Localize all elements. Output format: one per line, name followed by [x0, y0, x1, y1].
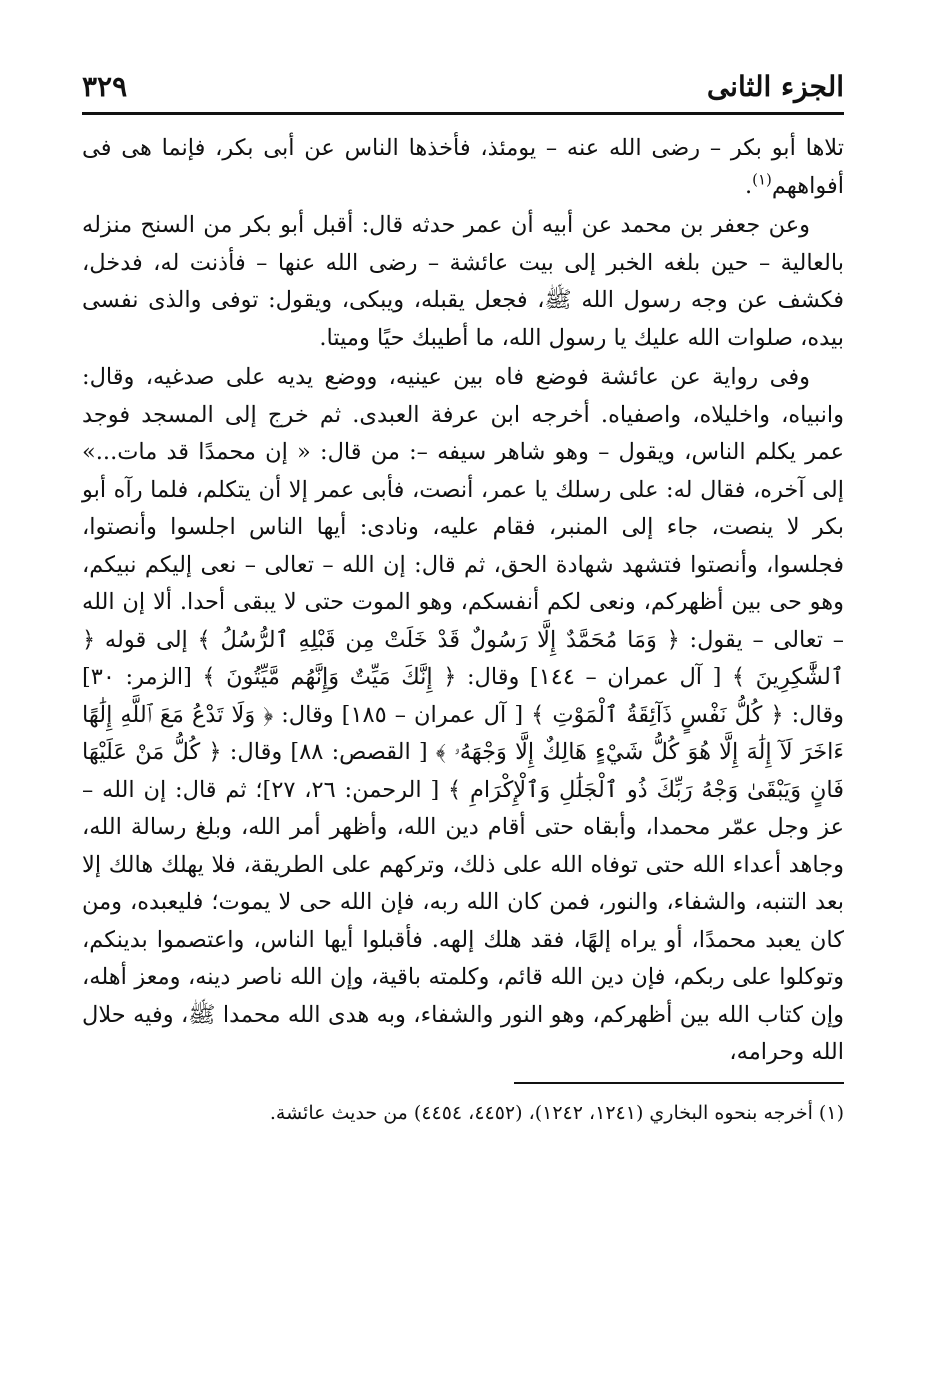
- chapter-title: الجزء الثانى: [706, 70, 844, 103]
- footnote: (١) أخرجه بنحوه البخاري (١٢٤١، ١٢٤٢)، (٤٤٥٢، ٤٤٥٤) من حديث عائشة.: [269, 1101, 844, 1124]
- page-number: ٣٢٩: [82, 70, 128, 103]
- footnote-reference: (١): [752, 170, 772, 188]
- paragraph-3: وفى رواية عن عائشة فوضع فاه بين عينيه، ووضع يديه على صدغيه، وقال: وانبياه، واخليلاه، واصفياه. أخرجه ابن عرفة العبدى. ثم خرج إلى المسجد فوجد عمر يكلم الناس، ويقول – وهو شاهر سيفه –: من قال: « إن محمدًا قد مات...» إلى آخره، فقال له: على رسلك يا عمر، أنصت، فأبى عمر إلا أن يتكلم، فلما رآه أبو بكر لا ينصت، جاء إلى المنبر، فقام عليه، ونادى: أيها الناس اجلسوا وأنصتوا، فجلسوا، وأنصتوا فتشهد شهادة الحق، ثم قال: إن الله – تعالى – نعى إليكم نبيكم، وهو حى بين أظهركم، ونعى لكم أنفسكم، وهو الموت حتى لا يبقى أحدا. ألا إن الله – تعالى – يقول: ﴿ وَمَا مُحَمَّدٌ إِلَّا رَسُولٌ قَدْ خَلَتْ مِن قَبْلِهِ ٱلرُّسُلُ ﴾ إلى قوله ﴿ ٱلشَّٰكِرِينَ ﴾ [ آل عمران – ١٤٤] وقال: ﴿ إِنَّكَ مَيِّتٌ وَإِنَّهُم مَّيِّتُونَ ﴾ [الزمر: ٣٠] وقال: ﴿ كُلُّ نَفْسٍ ذَآئِقَةُ ٱلْمَوْتِ ﴾ [ آل عمران – ١٨٥] وقال: ﴿ وَلَا تَدْعُ مَعَ ٱللَّهِ إِلَٰهًا ءَاخَرَ لَآ إِلَٰهَ إِلَّا هُوَ كُلُّ شَيْءٍ هَالِكٌ إِلَّا وَجْهَهُۥ ﴾ [ القصص: ٨٨] وقال: ﴿ كُلُّ مَنْ عَلَيْهَا فَانٍ وَيَبْقَىٰ وَجْهُ رَبِّكَ ذُو ٱلْجَلَٰلِ وَٱلْإِكْرَامِ ﴾ [ الرحمن: ٢٦، ٢٧]؛ ثم قال: إن الله – عز وجل عمّر محمدا، وأبقاه حتى أقام دين الله، وأظهر أمر الله، وبلغ رسالة الله، وجاهد أعداء الله حتى توفاه الله على ذلك، وتركهم على الطريقة، فلا يهلك هالك إلا بعد التنبه، والشفاء، والنور، فمن كان الله ربه، فإن الله حى لا يموت؛ فليعبده، ومن كان يعبد محمدًا، أو يراه إلهًا، فقد هلك إلهه. فأقبلوا أيها الناس، واعتصموا بدينكم، وتوكلوا على ربكم، فإن دين الله قائم، وكلمته باقية، وإن الله ناصر دينه، ومعز أهله، وإن كتاب الله بين أظهركم، وهو النور والشفاء، وبه هدى الله محمدا ﷺ، وفيه حلال الله وحرامه،: [82, 364, 845, 1065]
- paragraph-2: وعن جعفر بن محمد عن أبيه أن عمر حدثه قال: أقبل أبو بكر من السنح منزله بالعالية – حين بلغه الخبر إلى بيت عائشة – رضى الله عنها – فأذنت له، فدخل، فكشف عن وجه رسول الله ﷺ، فجعل يقبله، ويبكى، ويقول: توفى والذى نفسى بيده، صلوات الله عليك يا رسول الله، ما أطيبك حيًا وميتا.: [82, 212, 844, 351]
- paragraph-1-end: .: [744, 172, 753, 199]
- main-text: [82, 130, 844, 1072]
- book-page: [82, 60, 844, 1128]
- paragraph-1-text: تلاها أبو بكر – رضى الله عنه – يومئذ، فأخذها الناس عن أبى بكر، فإنما هى فى أفواههم: [82, 135, 844, 199]
- footnote-rule: [514, 1082, 844, 1084]
- running-header: [82, 60, 844, 112]
- header-rule: [82, 112, 844, 115]
- paragraph-1: [82, 130, 844, 205]
